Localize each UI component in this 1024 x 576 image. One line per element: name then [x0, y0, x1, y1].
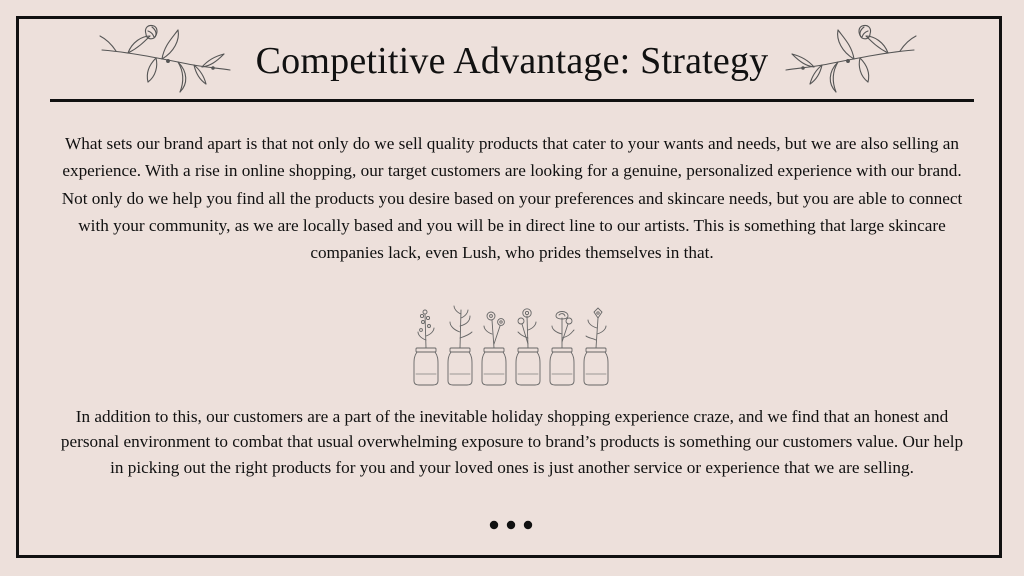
jar-1: [418, 310, 434, 348]
jar-6: [584, 308, 608, 385]
body-paragraph-2: In addition to this, our customers are a part of the inevitable holiday shopping experience craze, and we find that an honest and personal environment to combat that usual overwhelming exposure to brand’s products is something our customers value. Our help in picking out the right products for you and your loved ones is just another service or experience that we are selling.: [60, 407, 964, 477]
jar-3: [482, 312, 506, 385]
jar-2: [448, 306, 472, 385]
floral-branch-right-icon: [782, 22, 918, 98]
body-paragraph-1: What sets our brand apart is that not only do we sell quality products that cater to your wants and needs, but we are also selling an experience. With a rise in online shopping, our target customers are looking for a genuine, personalized experience with our brand. Not only do we help you find all the products you desire based on your preferences and skincare needs, but you are able to connect with your community, as we are locally based and you will be in direct line to our artists. This is something that large skincare companies lack, even Lush, who prides themselves in that.: [61, 134, 963, 263]
jar-5: [550, 312, 574, 386]
ellipsis-dots-icon: [486, 516, 538, 532]
flower-jars-illustration-icon: [410, 304, 614, 386]
title-divider: [50, 99, 974, 102]
slide-title: Competitive Advantage: Strategy: [255, 40, 769, 82]
jar-4: [516, 309, 540, 385]
